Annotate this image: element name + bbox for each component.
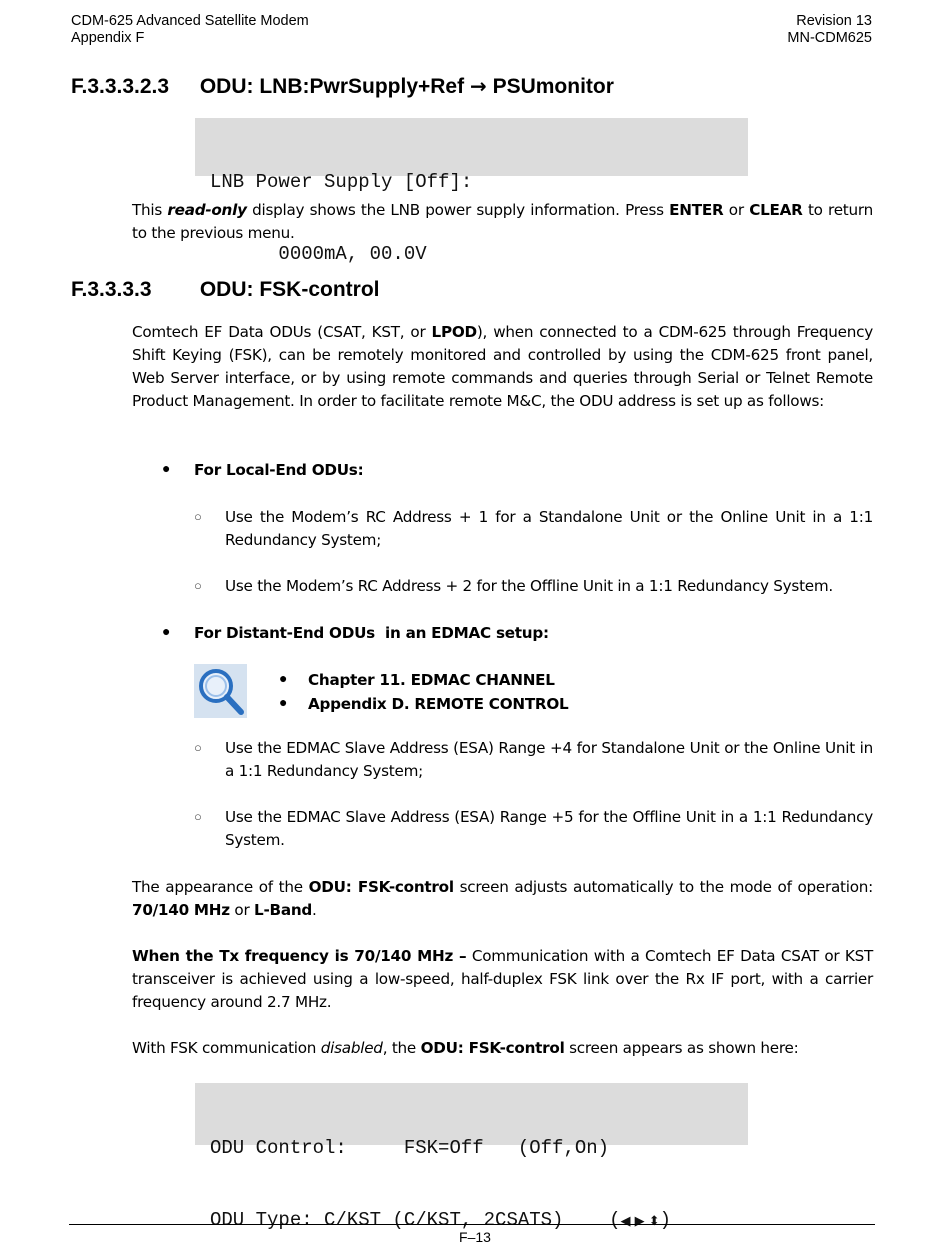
navigation-arrows-icon: ◀ ▶ ⬍ (620, 1214, 660, 1229)
section-title: ODU: FSK-control (199, 278, 380, 301)
paragraph-appearance (132, 876, 873, 922)
running-header-right (787, 13, 872, 47)
bullet-distant-end: For Distant-End ODUs in an EDMAC setup: (194, 624, 549, 642)
text: Comtech EF Data ODUs (CSAT, KST, or (132, 323, 432, 341)
text-mode-l-band: L-Band (254, 901, 313, 919)
sub-bullet-distant-2: Use the EDMAC Slave Address (ESA) Range +5 for the Offline Unit in a 1:1 Redundancy System. (225, 808, 873, 849)
lcd-display-fsk-control (195, 1083, 748, 1231)
reference-chapter-11[interactable]: Chapter 11. EDMAC CHANNEL (308, 671, 555, 689)
header-doc-number: MN-CDM625 (787, 30, 872, 46)
circle-bullet-icon: ○ (194, 740, 202, 755)
lcd-line: 0000mA, 00.0V (210, 243, 427, 265)
text: display shows the LNB power supply information. Press (246, 201, 670, 219)
section-number: F.3.3.3.2.3 (71, 75, 170, 98)
header-appendix: Appendix F (71, 30, 145, 46)
lcd-line: LNB Power Supply [Off]: (210, 171, 473, 193)
circle-bullet-icon: ○ (194, 578, 202, 593)
header-product: CDM-625 Advanced Satellite Modem (71, 13, 309, 29)
text: With FSK communication (132, 1039, 321, 1057)
paragraph-read-only (132, 199, 873, 245)
text-tx-heading: When the Tx frequency is 70/140 MHz – (132, 947, 467, 965)
paragraph-intro (132, 321, 873, 413)
footer-rule (69, 1224, 875, 1225)
text: screen adjusts automatically to the mode of operation: (453, 878, 874, 896)
emphasis-read-only: read-only (167, 201, 247, 219)
text-lpod: LPOD (431, 323, 477, 341)
lcd-text: ) (659, 1209, 672, 1231)
bullet-icon: ● (162, 460, 171, 476)
bullet-icon: ● (162, 623, 171, 639)
text: or (229, 901, 255, 919)
header-revision: Revision 13 (796, 13, 872, 29)
sub-bullet-local-2: Use the Modem’s RC Address + 2 for the Offline Unit in a 1:1 Redundancy System. (225, 577, 834, 595)
key-clear: CLEAR (749, 201, 803, 219)
reference-appendix-d[interactable]: Appendix D. REMOTE CONTROL (308, 695, 569, 713)
bullet-local-end: For Local-End ODUs: (194, 461, 364, 479)
lcd-text: ODU Type: C/KST (C/KST, 2CSATS) ( (210, 1209, 621, 1231)
key-enter: ENTER (669, 201, 724, 219)
emphasis-disabled: disabled (320, 1039, 383, 1057)
text: . (312, 901, 317, 919)
text-mode-70-140: 70/140 MHz (132, 901, 230, 919)
page-number: F–13 (459, 1229, 491, 1245)
circle-bullet-icon: ○ (194, 809, 202, 824)
text: This (132, 201, 168, 219)
section-number: F.3.3.3.3 (71, 278, 152, 301)
bullet-icon: ● (279, 694, 288, 710)
text: to return to the previous menu. (132, 201, 873, 242)
circle-bullet-icon: ○ (194, 509, 202, 524)
arrow-right-icon: → (469, 74, 487, 98)
section-title: ODU: LNB:PwrSupply+Ref (199, 75, 465, 98)
paragraph-fsk-disabled (132, 1037, 873, 1060)
text: screen appears as shown here: (564, 1039, 799, 1057)
text: Communication with a Comtech EF Data CSAT or KST transceiver is achieved using a low-speed, half-duplex FSK link over the Rx IF port, with a carrier frequency around 2.7 MHz. (132, 947, 874, 1011)
text-screen-name: ODU: FSK-control (420, 1039, 565, 1057)
text: The appearance of the (132, 878, 309, 896)
text-screen-name: ODU: FSK-control (308, 878, 454, 896)
sub-bullet-distant-1: Use the EDMAC Slave Address (ESA) Range +4 for Standalone Unit or the Online Unit in a 1:1 Redundancy System; (225, 739, 873, 780)
running-header-left (71, 13, 309, 47)
bullet-icon: ● (279, 670, 288, 686)
sub-bullet-local-1: Use the Modem’s RC Address + 1 for a Standalone Unit or the Online Unit in a 1:1 Redundancy System; (225, 508, 873, 549)
text: ), when connected to a CDM-625 through Frequency Shift Keying (FSK), can be remotely monitored and controlled by using the CDM-625 front panel, Web Server interface, or by using remote commands and queries through Serial or Telnet Remote Product Management. In order to facilitate remote M&C, the ODU address is set up as follows: (132, 323, 873, 410)
section-title-target: PSUmonitor (492, 75, 614, 98)
section-heading-fsk-control (71, 278, 380, 302)
section-heading-psumonitor (71, 74, 614, 99)
paragraph-tx-frequency (132, 945, 873, 1014)
text: or (723, 201, 750, 219)
text: , the (382, 1039, 421, 1057)
lcd-line: ODU Control: FSK=Off (Off,On) (210, 1137, 610, 1159)
magnifier-icon (194, 664, 247, 718)
